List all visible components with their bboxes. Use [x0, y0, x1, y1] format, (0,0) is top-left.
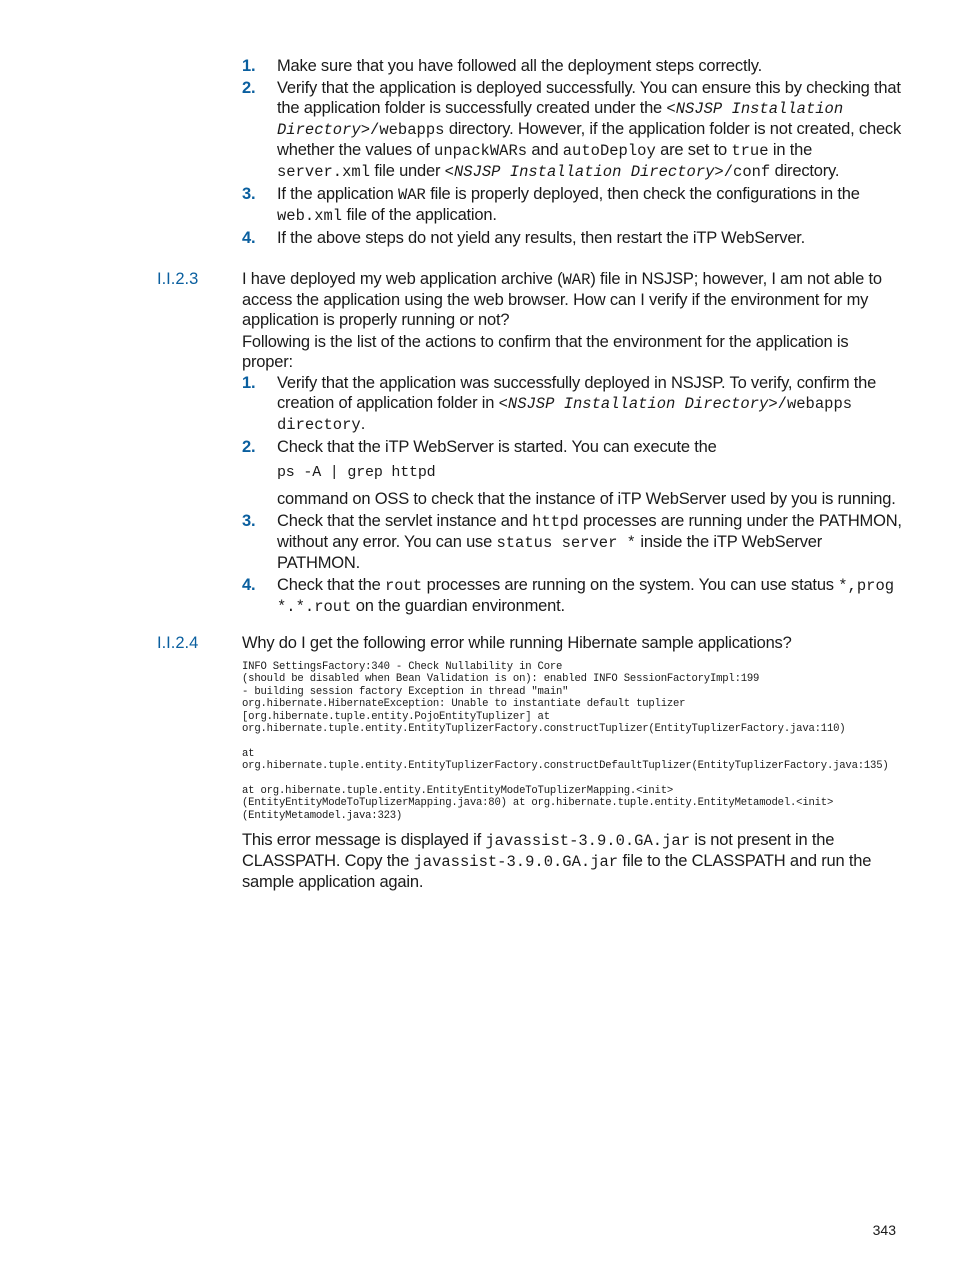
item-number: 3. — [242, 512, 256, 530]
code-path: /webapps directory — [277, 395, 853, 434]
error-log — [242, 661, 902, 822]
error-log-line: org.hibernate.HibernateException: Unable to instantiate default tuplizer — [242, 698, 686, 711]
section-number: I.I.2.3 — [157, 270, 199, 288]
question-part: I have deployed my web application archive ( — [242, 270, 563, 288]
list-item — [242, 78, 902, 182]
item-text: Make sure that you have followed all the deployment steps correctly. — [277, 57, 763, 75]
item-text: are set to — [655, 141, 732, 159]
error-log-line: (EntityEntityModeToTuplizerMapping.java:80) at org.hibernate.tuple.entity.EntityMetamodel.<init> — [242, 797, 834, 810]
question-text: Why do I get the following error while running Hibernate sample applications? — [242, 634, 792, 652]
list-item — [242, 373, 902, 435]
code-term: httpd — [532, 513, 579, 531]
question-part: ) file in NSJSP; however, I am not able to access the application using the web browser. How can I verify if the environment for my application is properly running or not? — [242, 270, 882, 329]
item-text: command on OSS to check that the instance of iTP WebServer used by you is running. — [277, 490, 896, 508]
error-log-line: org.hibernate.tuple.entity.EntityTuplizerFactory.constructDefaultTuplizer(EntityTuplizerFactory.java:135) — [242, 760, 889, 773]
item-number: 2. — [242, 79, 256, 97]
item-text: Check that the servlet instance and — [277, 512, 533, 530]
code-term: rout — [384, 577, 423, 595]
item-text: inside the iTP WebServer PATHMON. — [277, 533, 823, 572]
code-term: web.xml — [277, 207, 343, 225]
answer-text — [242, 830, 902, 892]
list-item — [242, 437, 902, 509]
item-text: Verify that the application was successfully deployed in NSJSP. To verify, confirm the creation of application folder in — [277, 374, 877, 412]
item-text: on the guardian environment. — [351, 597, 565, 615]
page-number: 343 — [872, 1222, 896, 1238]
error-log-line: [org.hibernate.tuple.entity.PojoEntityTuplizer] at — [242, 710, 550, 723]
list-item — [242, 575, 902, 617]
answer-intro: Following is the list of the actions to confirm that the environment for the application is proper: — [242, 333, 849, 371]
list-item — [242, 184, 902, 226]
command-code: ps -A | grep httpd — [277, 464, 436, 481]
item-number: 3. — [242, 185, 256, 203]
error-log-line: (EntityMetamodel.java:323) — [242, 809, 403, 822]
code-term: javassist-3.9.0.GA.jar — [413, 853, 619, 872]
code-term: WAR — [562, 271, 591, 289]
error-log-line — [242, 773, 902, 785]
question-text — [242, 269, 902, 330]
code-term: WAR — [397, 186, 426, 204]
item-text: If the above steps do not yield any results, then restart the iTP WebServer. — [277, 229, 806, 247]
code-path: /webapps — [370, 121, 445, 139]
item-text: If the application — [277, 185, 398, 203]
faq-section-224 — [242, 633, 902, 892]
code-path: /conf — [723, 163, 771, 181]
list-item — [242, 56, 902, 76]
error-log-line: INFO SettingsFactory:340 - Check Nullability in Core — [242, 661, 563, 673]
item-text: file of the application. — [342, 206, 497, 224]
code-term: status server * — [496, 534, 636, 552]
item-text: Check that the — [277, 576, 385, 594]
item-number: 1. — [242, 57, 256, 75]
item-number: 4. — [242, 229, 256, 247]
list-item — [242, 511, 902, 573]
item-text: . — [360, 415, 366, 433]
code-term: javassist-3.9.0.GA.jar — [485, 832, 690, 851]
item-number: 4. — [242, 576, 256, 594]
item-text: Check that the iTP WebServer is started. You can execute the — [277, 438, 717, 456]
section-number: I.I.2.4 — [157, 634, 199, 652]
item-text: in the — [768, 141, 813, 159]
code-path: <NSJSP Installation Directory> — [444, 163, 724, 181]
deployment-checklist — [242, 56, 902, 250]
item-text: processes are running under the PATHMON, without any error. You can use — [277, 512, 902, 551]
answer-part: is not present in the CLASSPATH. Copy the — [242, 831, 835, 871]
item-text: file is properly deployed, then check the configurations in the — [425, 185, 860, 203]
item-number: 1. — [242, 374, 256, 392]
code-term: unpackWARs — [434, 142, 528, 160]
error-log-line: (should be disabled when Bean Validation is on): enabled INFO SessionFactoryImpl:199 — [242, 673, 760, 686]
code-term: *,prog *.*.rout — [277, 577, 895, 616]
error-log-line: - building session factory Exception in thread "main" — [242, 685, 569, 698]
error-log-line: org.hibernate.tuple.entity.EntityTuplizerFactory.constructTuplizer(EntityTuplizerFactory.java:110) — [242, 723, 846, 736]
error-log-line — [242, 735, 902, 747]
item-text: directory. — [770, 162, 840, 180]
item-text: file under — [370, 162, 445, 180]
faq-section-223 — [242, 269, 902, 619]
error-log-line: at org.hibernate.tuple.entity.EntityEntityModeToTuplizerMapping.<init> — [242, 785, 674, 798]
error-log-line: at — [242, 747, 255, 760]
answer-part: This error message is displayed if — [242, 831, 486, 850]
item-text: directory. However, if the application folder is not created, check whether the values of — [277, 120, 902, 159]
list-item — [242, 228, 902, 248]
code-term: true — [731, 142, 769, 160]
item-text: processes are running on the system. You can use status — [422, 576, 839, 594]
item-number: 2. — [242, 438, 256, 456]
code-term: server.xml — [277, 163, 371, 181]
answer-part: file to the CLASSPATH and run the sample application again. — [242, 852, 872, 892]
code-term: autoDeploy — [562, 142, 656, 160]
code-path: <NSJSP Installation Directory> — [498, 395, 778, 413]
item-text: and — [527, 141, 563, 159]
item-text: Verify that the application is deployed successfully. You can ensure this by checking that the application folder is successfully created under the — [277, 79, 901, 117]
code-path: <NSJSP Installation Directory> — [277, 100, 844, 139]
